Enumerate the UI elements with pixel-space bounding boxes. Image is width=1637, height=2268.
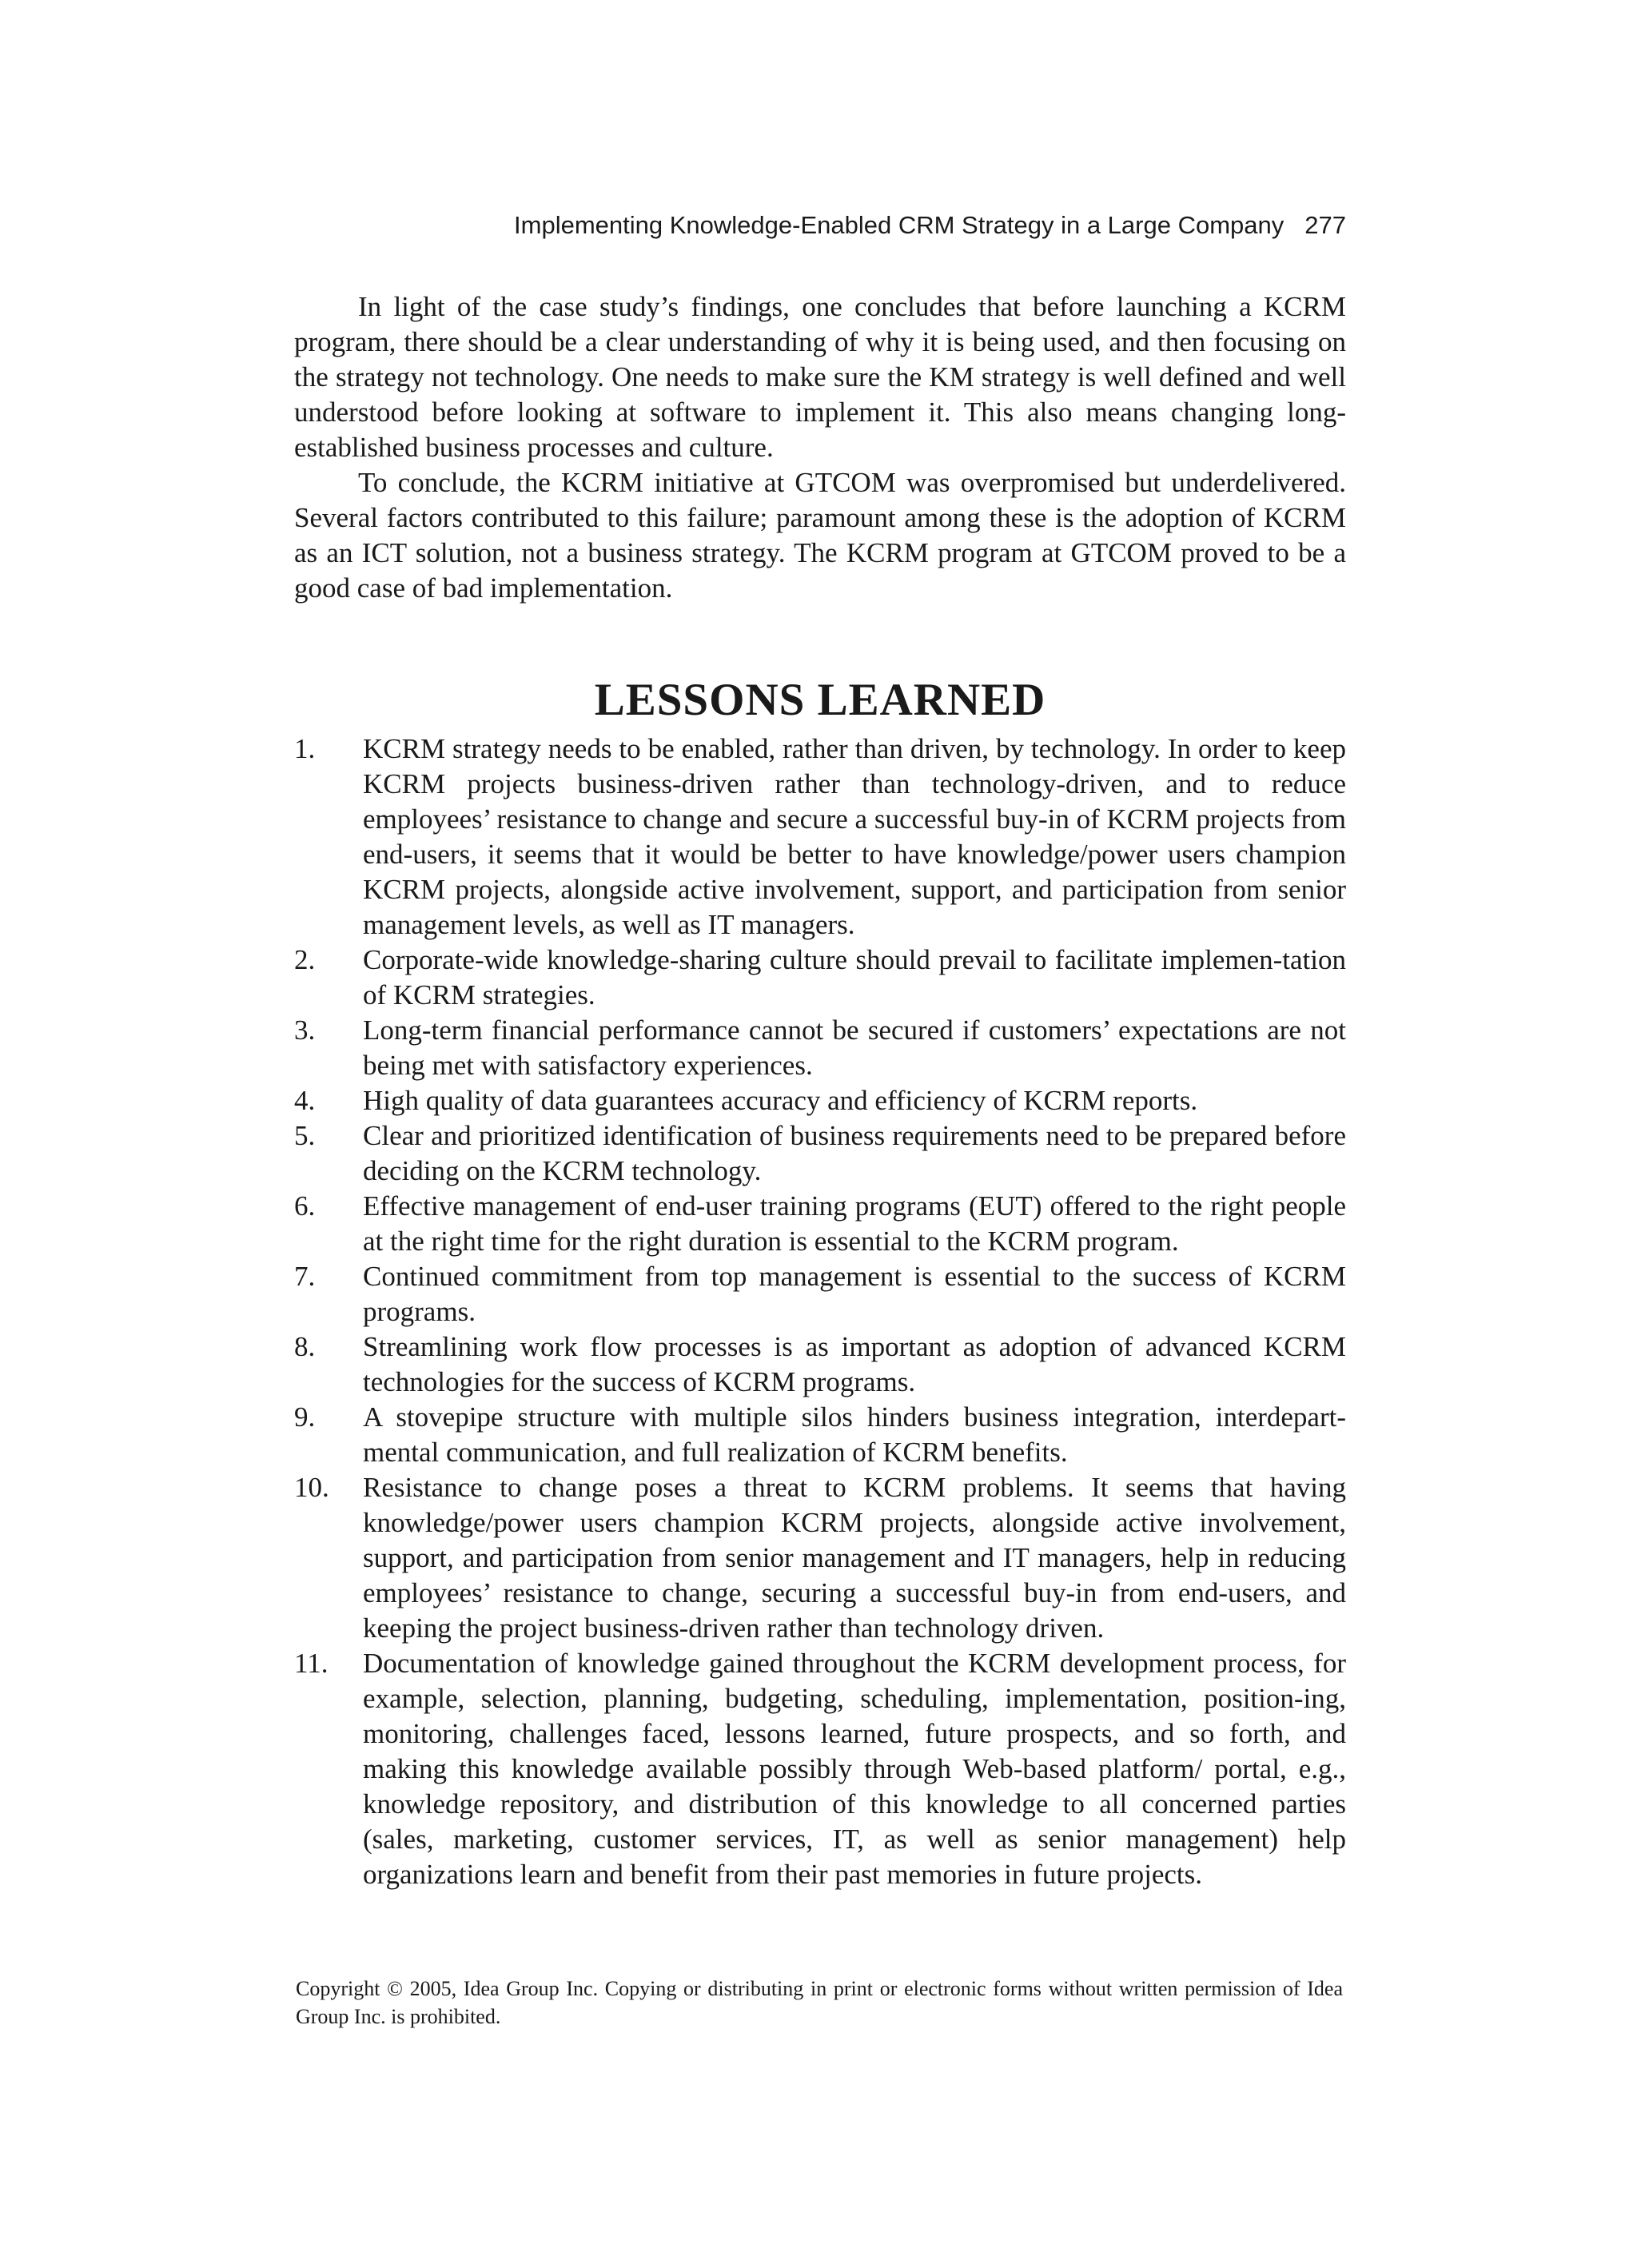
lesson-item xyxy=(294,1329,1346,1400)
lesson-item xyxy=(294,1400,1346,1470)
lesson-text: Streamlining work flow processes is as important as adoption of advanced KCRM technologies for the success of KCRM programs. xyxy=(363,1331,1346,1397)
lesson-number: 4. xyxy=(294,1085,316,1116)
lesson-number: 2. xyxy=(294,944,316,975)
lesson-item xyxy=(294,1470,1346,1646)
lesson-text: Documentation of knowledge gained throughout the KCRM development process, for example, selection, planning, budgeting, scheduling, implementation, position-ing, monitoring, challenges faced, lessons learned, future prospects, and so forth, and making this knowledge available possibly through Web-based platform/ portal, e.g., knowledge repository, and distribution of this knowledge to all concerned parties (sales, marketing, customer services, IT, as well as senior management) help organizations learn and benefit from their past memories in future projects. xyxy=(363,1648,1346,1890)
lesson-number: 7. xyxy=(294,1261,316,1292)
intro-paragraph: In light of the case study’s findings, one concludes that before launching a KCRM program, there should be a clear understanding of why it is being used, and then focusing on the strategy not technology. One needs to make sure the KM strategy is well defined and well understood before looking at software to implement it. This also means changing long-established business processes and culture. xyxy=(294,291,1346,463)
lesson-number: 10. xyxy=(294,1472,329,1503)
running-header-title: Implementing Knowledge-Enabled CRM Strategy in a Large Company xyxy=(514,211,1285,239)
lesson-item xyxy=(294,1259,1346,1329)
lesson-item xyxy=(294,1083,1346,1118)
lessons-list xyxy=(294,731,1346,1892)
running-header xyxy=(294,209,1346,241)
lesson-item xyxy=(294,1646,1346,1892)
lesson-number: 6. xyxy=(294,1190,316,1222)
lesson-number: 9. xyxy=(294,1401,316,1433)
lesson-item xyxy=(294,1118,1346,1189)
lesson-item xyxy=(294,731,1346,943)
lesson-text: Effective management of end-user training programs (EUT) offered to the right people at the right time for the right duration is essential to the KCRM program. xyxy=(363,1190,1346,1257)
lesson-text: Continued commitment from top management is essential to the success of KCRM programs. xyxy=(363,1261,1346,1327)
lesson-number: 5. xyxy=(294,1120,316,1151)
copyright-notice: Copyright © 2005, Idea Group Inc. Copying or distributing in print or electronic forms without written permission of Idea Group Inc. is prohibited. xyxy=(296,1977,1343,2028)
lesson-text: A stovepipe structure with multiple silos hinders business integration, interdepart-mental communication, and full realization of KCRM benefits. xyxy=(363,1401,1346,1468)
section-heading: LESSONS LEARNED xyxy=(594,675,1046,725)
lesson-number: 3. xyxy=(294,1014,316,1046)
lesson-item xyxy=(294,1013,1346,1083)
lesson-text: Long-term financial performance cannot be secured if customers’ expectations are not being met with satisfactory experiences. xyxy=(363,1014,1346,1081)
page-number: 277 xyxy=(1304,211,1346,239)
lesson-number: 1. xyxy=(294,733,316,764)
intro-section xyxy=(294,289,1346,606)
lesson-item xyxy=(294,943,1346,1013)
lesson-number: 11. xyxy=(294,1648,329,1679)
intro-paragraph: To conclude, the KCRM initiative at GTCOM was overpromised but underdelivered. Several factors contributed to this failure; paramount among these is the adoption of KCRM as an ICT solution, not a business strategy. The KCRM program at GTCOM proved to be a good case of bad implementation. xyxy=(294,467,1346,604)
lesson-text: High quality of data guarantees accuracy and efficiency of KCRM reports. xyxy=(363,1085,1198,1116)
lesson-text: Clear and prioritized identification of business requirements need to be prepared before deciding on the KCRM technology. xyxy=(363,1120,1346,1186)
lesson-text: KCRM strategy needs to be enabled, rather than driven, by technology. In order to keep KCRM projects business-driven rather than technology-driven, and to reduce employees’ resistance to change and secure a successful buy-in of KCRM projects from end-users, it seems that it would be better to have knowledge/power users champion KCRM projects, alongside active involvement, support, and participation from senior management levels, as well as IT managers. xyxy=(363,733,1346,940)
lesson-item xyxy=(294,1189,1346,1259)
lesson-text: Resistance to change poses a threat to KCRM problems. It seems that having knowledge/power users champion KCRM projects, alongside active involvement, support, and participation from senior management and IT managers, help in reducing employees’ resistance to change, securing a successful buy-in from end-users, and keeping the project business-driven rather than technology driven. xyxy=(363,1472,1346,1644)
lesson-number: 8. xyxy=(294,1331,316,1362)
lesson-text: Corporate-wide knowledge-sharing culture should prevail to facilitate implemen-tation of KCRM strategies. xyxy=(363,944,1346,1010)
